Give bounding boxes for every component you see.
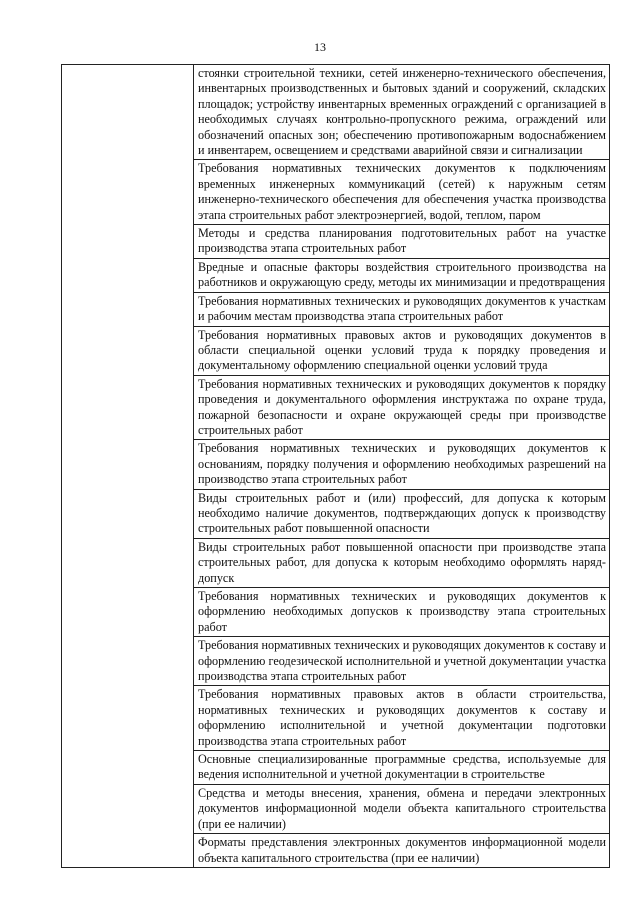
table-cell: Требования нормативных технических и руководящих документов к составу и оформлению геодезической исполнительной и учетной документации участка производства этапа строительных работ <box>194 637 610 686</box>
table-cell: Требования нормативных технических и руководящих документов к оформлению необходимых допусков к производству этапа строительных работ <box>194 588 610 637</box>
table-cell: Методы и средства планирования подготовительных работ на участке производства этапа строительных работ <box>194 225 610 259</box>
table-cell: стоянки строительной техники, сетей инженерно-технического обеспечения, инвентарных производственных и бытовых зданий и сооружений, складских площадок; устройству инвентарных временных ограждений с организацией в необходимых случаях контрольно-пропускного режима, ограждений или обозначений опасных зон; обеспечению противопожарным водоснабжением и инвентарем, освещением и средствами аварийной связи и сигнализации <box>194 65 610 160</box>
table-cell: Требования нормативных технических и руководящих документов к основаниям, порядку получения и оформлению необходимых разрешений на производство этапа строительных работ <box>194 440 610 489</box>
table-cell: Требования нормативных технических документов к подключениям временных инженерных коммуникаций (сетей) к наружным сетям инженерно-технического обеспечения для обеспечения участка производства этапа строительных работ электроэнергией, водой, теплом, паром <box>194 160 610 225</box>
table-row <box>62 65 610 160</box>
table-cell: Виды строительных работ и (или) профессий, для допуска к которым необходимо наличие документов, подтверждающих допуск к производству строительных работ повышенной опасности <box>194 489 610 538</box>
table-cell: Виды строительных работ повышенной опасности при производстве этапа строительных работ, для допуска к которым необходимо оформлять наряд-допуск <box>194 538 610 587</box>
page-number: 13 <box>314 40 326 54</box>
table-cell: Основные специализированные программные средства, используемые для ведения исполнительной и учетной документации в строительстве <box>194 751 610 785</box>
table-cell: Требования нормативных правовых актов и руководящих документов в области специальной оценки условий труда к порядку проведения и документальному оформлению специальной оценки условий труда <box>194 326 610 375</box>
table-cell: Требования нормативных правовых актов в области строительства, нормативных технических и руководящих документов к составу и оформлению исполнительной и учетной документации подготовки производства этапа строительных работ <box>194 686 610 751</box>
label-column-cell <box>62 65 194 868</box>
table-cell: Вредные и опасные факторы воздействия строительного производства на работников и окружающую среду, методы их минимизации и предотвращения <box>194 258 610 292</box>
table-cell: Требования нормативных технических и руководящих документов к порядку проведения и документального оформления инструктажа по охране труда, пожарной безопасности и охране окружающей среды при производстве строительных работ <box>194 375 610 440</box>
table-cell: Требования нормативных технических и руководящих документов к участкам и рабочим местам производства этапа строительных работ <box>194 292 610 326</box>
table-cell: Средства и методы внесения, хранения, обмена и передачи электронных документов информационной модели объекта капитального строительства (при ее наличии) <box>194 784 610 833</box>
table-cell: Форматы представления электронных документов информационной модели объекта капитального строительства (при ее наличии) <box>194 834 610 868</box>
requirements-table <box>61 64 610 868</box>
